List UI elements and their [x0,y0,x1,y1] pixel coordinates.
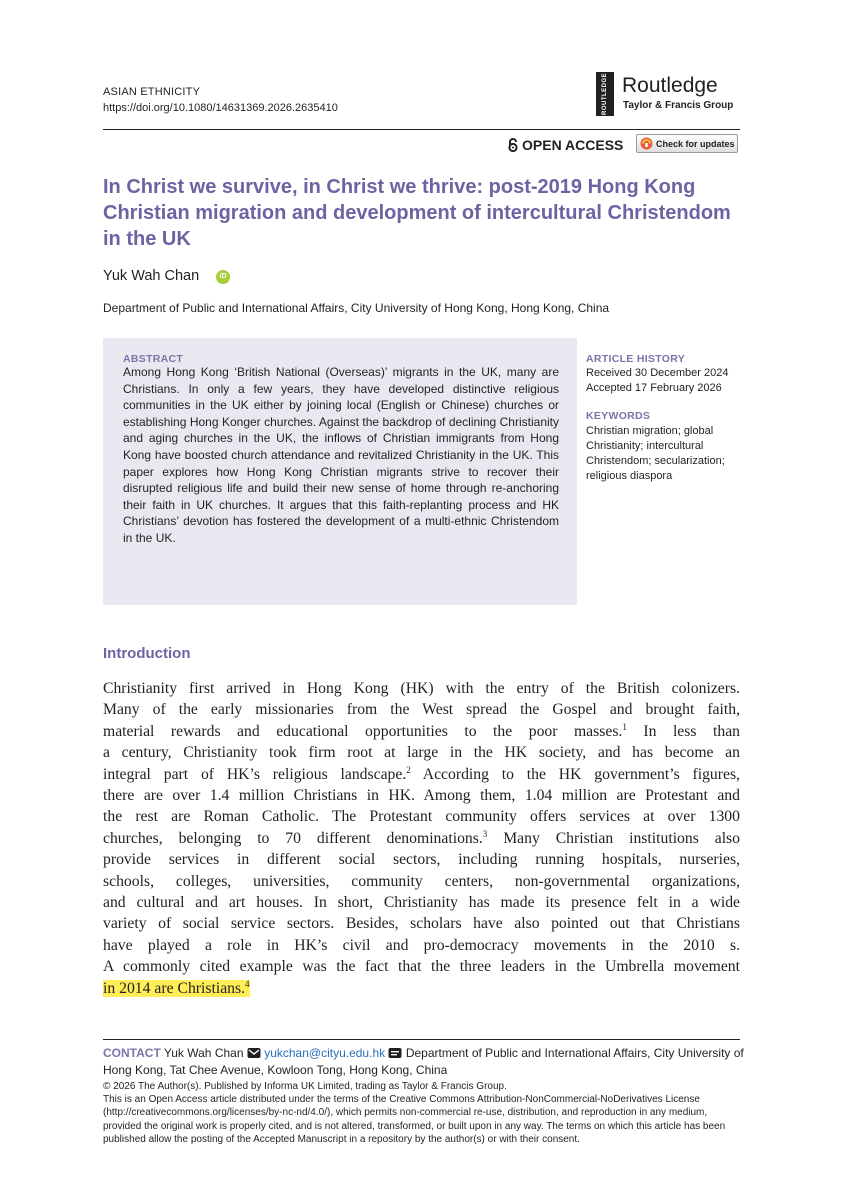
publisher-group: Taylor & Francis Group [623,100,734,111]
open-access-badge [508,137,623,153]
orcid-icon[interactable]: iD [216,270,230,284]
footnote-ref[interactable]: 2 [406,764,411,775]
check-updates-icon [640,137,653,150]
address-icon [388,1047,402,1059]
check-updates-label: Check for updates [656,138,735,149]
article-history-heading: ARTICLE HISTORY [586,353,686,365]
license-notice [103,1080,748,1146]
body-line: Many of the early missionaries from the West spread the Gospel and brought faith, [103,701,740,719]
contact-name: Yuk Wah Chan [163,1046,244,1060]
open-access-lock-icon [508,138,518,152]
body-line: and cultural and art houses. In short, Christianity has made its presence felt in a wide [103,894,740,912]
accepted-date: Accepted 17 February 2026 [586,382,722,394]
article-title: In Christ we survive, in Christ we thrive: post-2019 Hong Kong Christian migration and development of intercultural Christendom in the UK [103,176,731,250]
journal-name: ASIAN ETHNICITY [103,86,201,98]
body-line: integral part of HK’s religious landscape.$^2$ According to the HK government’s figures, [103,764,740,783]
footnote-ref[interactable]: 4 [245,978,250,989]
email-icon [247,1047,261,1059]
doi-link[interactable]: https://doi.org/10.1080/14631369.2026.2635410 [103,102,338,114]
body-line: material rewards and educational opportunities to the poor masses.$^1$ In less than [103,721,741,740]
body-line: there are over 1.4 million Christians in HK. Among them, 1.04 million are Protestant and [103,787,740,805]
highlighted-text: in 2014 are Christians.$^4$ [103,978,250,997]
body-line: the rest are Roman Catholic. The Protestant community offers services at over 1300 [103,808,740,826]
keywords-heading: KEYWORDS [586,410,651,422]
received-date: Received 30 December 2024 [586,367,729,379]
publisher-vertical-mark: ROUTLEDGE [596,72,614,116]
author-affiliation: Department of Public and International Affairs, City University of Hong Kong, Hong Kong, China [103,301,610,315]
license-link[interactable]: (http://creativecommons.org/licenses/by-nc-nd/4.0/) [103,1107,331,1119]
footnote-ref[interactable]: 3 [482,828,488,839]
open-access-label: OPEN ACCESS [522,137,624,153]
introduction-body [103,678,740,999]
abstract-heading: ABSTRACT [123,353,184,365]
introduction-heading: Introduction [103,645,191,662]
footnote-ref[interactable]: 1 [622,721,627,732]
body-line-highlighted [103,978,740,999]
body-line: A commonly cited example was the fact that the three leaders in the Umbrella movement [103,958,740,976]
footer-rule [103,1039,740,1040]
body-line: variety of social service sectors. Besides, scholars have also pointed out that Christians [103,915,740,933]
publisher-name: Routledge [622,74,718,97]
license-text-continued: , which permits non-commercial re-use, distribution, and reproduction in any medium, provided the original work is properly cited, and is not altered, transformed, or built upon in any way. The terms on which this article has been published allow the posting of the Accepted Manuscript in a repository by the author(s) or with their consent. [103,1107,726,1145]
author-name: Yuk Wah Chan [103,268,200,284]
check-for-updates-button[interactable] [636,134,738,153]
abstract-text: Among Hong Kong ‘British National (Overseas)’ migrants in the UK, many are Christians. In only a few years, they have developed distinctive religious communities in the UK either by joining local (English or Chinese) churches or establishing Hong Konger churches. Against the backdrop of declining Christianity and aging churches in the UK, the inflows of Christian immigrants from Hong Kong have boosted church attendance and revitalized Christianity in the UK. This paper explores how Hong Kong Christian migrants strive to recover their disrupted religious life and build their new sense of home through re-anchoring their faith in UK churches. It argues that this faith-replanting process and HK Christians’ devotion has fostered the development of a multi-ethnic Christendom in the UK. [123,365,559,545]
body-line: provide services in different social sectors, including running hospitals, nurseries, [103,851,740,869]
body-line: a century, Christianity took firm root at large in the HK society, and has become an [103,744,740,762]
body-line: Christianity first arrived in Hong Kong (HK) with the entry of the British colonizers. [103,680,740,697]
contact-email[interactable]: yukchan@cityu.edu.hk [264,1046,386,1060]
header-rule [103,129,740,130]
publisher-logo [596,72,746,116]
contact-heading: CONTACT [103,1046,161,1060]
copyright-line: © 2026 The Author(s). Published by Informa UK Limited, trading as Taylor & Francis Group. [103,1081,507,1092]
license-text: This is an Open Access article distributed under the terms of the Creative Commons Attribution-NonCommercial-NoDerivatives License [103,1094,700,1106]
body-line: churches, belonging to 70 different denominations.$^3$ Many Christian institutions also [103,828,741,847]
keywords-list: Christian migration; global Christianity; intercultural Christendom; secularization; religious diaspora [586,425,725,482]
contact-address: Department of Public and International Affairs, City University of Hong Kong, Tat Chee Avenue, Kowloon Tong, Hong Kong, China [103,1046,744,1077]
body-line: have played a role in HK’s civil and pro-democracy movements in the 2010 s. [103,936,740,954]
body-line: schools, colleges, universities, community centers, non-governmental organizations, [103,872,740,890]
contact-block [103,1045,748,1078]
